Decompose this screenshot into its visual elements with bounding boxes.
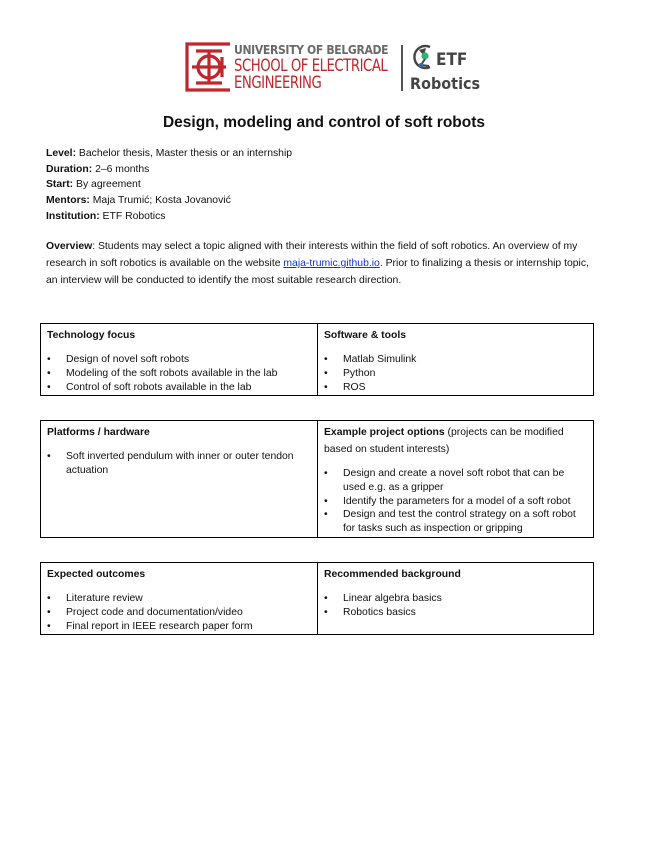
- lab-name-robotics: Robotics: [410, 74, 481, 93]
- meta-mentors: [46, 193, 292, 209]
- meta-label: Start:: [46, 179, 74, 191]
- info-table-1: [40, 323, 594, 396]
- lab-name-etf: ETF: [436, 50, 468, 70]
- recommended-background-cell: [318, 563, 594, 635]
- list-item: • Design and test the control strategy on a soft robot for tasks such as inspection or gripping: [324, 508, 587, 536]
- list-item: • Design and create a novel soft robot that can be used e.g. as a gripper: [324, 467, 587, 495]
- overview-paragraph: [46, 238, 602, 289]
- meta-label: Level:: [46, 148, 77, 159]
- overview-text-1: : Students may select a topic aligned with their interests within the field of soft robotics. An overview of my research in soft robotics is available on the website: [46, 241, 578, 269]
- table-row: [41, 324, 594, 396]
- meta-label: Mentors:: [46, 195, 90, 207]
- meta-label: Duration:: [46, 163, 93, 175]
- heading-bold: Example project options: [324, 427, 445, 438]
- list-item: • Robotics basics: [324, 606, 587, 620]
- list-item: • Identify the parameters for a model of a soft robot: [324, 495, 587, 509]
- list-item: • Control of soft robots available in the lab: [47, 381, 311, 395]
- bullet-list: [324, 353, 587, 394]
- page-title: Design, modeling and control of soft robots: [162, 114, 486, 131]
- cell-heading: Expected outcomes: [47, 569, 146, 580]
- cell-heading: Platforms / hardware: [47, 427, 150, 438]
- meta-label: Institution:: [46, 210, 100, 222]
- list-item: • ROS: [324, 381, 587, 395]
- bullet-list: [324, 467, 587, 536]
- info-table-2: [40, 420, 594, 538]
- list-item: • Matlab Simulink: [324, 353, 587, 367]
- table-row: [41, 563, 594, 635]
- university-name: [234, 42, 426, 91]
- meta-level: [46, 146, 292, 162]
- university-line-3: ENGINEERING: [234, 73, 322, 92]
- meta-info: [46, 146, 292, 225]
- list-item: • Literature review: [47, 592, 311, 606]
- overview-label: Overview: [46, 241, 93, 252]
- list-item: • Final report in IEEE research paper form: [47, 620, 311, 634]
- meta-value: Bachelor thesis, Master thesis or an internship: [76, 148, 293, 159]
- list-item: • Modeling of the soft robots available in the lab: [47, 367, 311, 381]
- expected-outcomes-cell: [41, 563, 318, 635]
- website-link[interactable]: maja-trumic.github.io: [283, 258, 380, 269]
- university-emblem-icon: [184, 41, 232, 93]
- university-line-2: SCHOOL OF ELECTRICAL: [234, 56, 388, 75]
- logo-divider: [401, 45, 403, 91]
- meta-institution: [46, 209, 292, 225]
- university-line-1: UNIVERSITY OF BELGRADE: [234, 42, 389, 57]
- cell-heading: [324, 424, 587, 458]
- list-item: • Python: [324, 367, 587, 381]
- bullet-list: [324, 592, 587, 620]
- meta-value: Maja Trumić; Kosta Jovanović: [89, 195, 231, 207]
- bullet-list: [47, 353, 311, 394]
- meta-value: By agreement: [73, 179, 141, 191]
- software-tools-cell: [318, 324, 594, 396]
- bullet-list: [47, 450, 311, 478]
- list-item: • Soft inverted pendulum with inner or outer tendon actuation: [47, 450, 311, 478]
- cell-heading: Technology focus: [47, 330, 136, 341]
- meta-value: ETF Robotics: [99, 210, 166, 222]
- meta-duration: [46, 162, 292, 178]
- cell-heading: Recommended background: [324, 569, 461, 580]
- table-row: [41, 421, 594, 538]
- heading-note: (projects can be modified based on student interests): [324, 427, 564, 455]
- bullet-list: [47, 592, 311, 633]
- platforms-hardware-cell: [41, 421, 318, 538]
- info-table-3: [40, 562, 594, 635]
- overview-text-2: . Prior to finalizing a thesis or internship topic, an interview will be conducted to identify the most suitable research direction.: [46, 258, 589, 286]
- cell-heading: Software & tools: [324, 330, 406, 341]
- meta-start: [46, 177, 292, 193]
- list-item: • Project code and documentation/video: [47, 606, 311, 620]
- list-item: • Linear algebra basics: [324, 592, 587, 606]
- technology-focus-cell: [41, 324, 318, 396]
- list-item: • Design of novel soft robots: [47, 353, 311, 367]
- meta-value: 2–6 months: [92, 163, 150, 175]
- example-projects-cell: [318, 421, 594, 538]
